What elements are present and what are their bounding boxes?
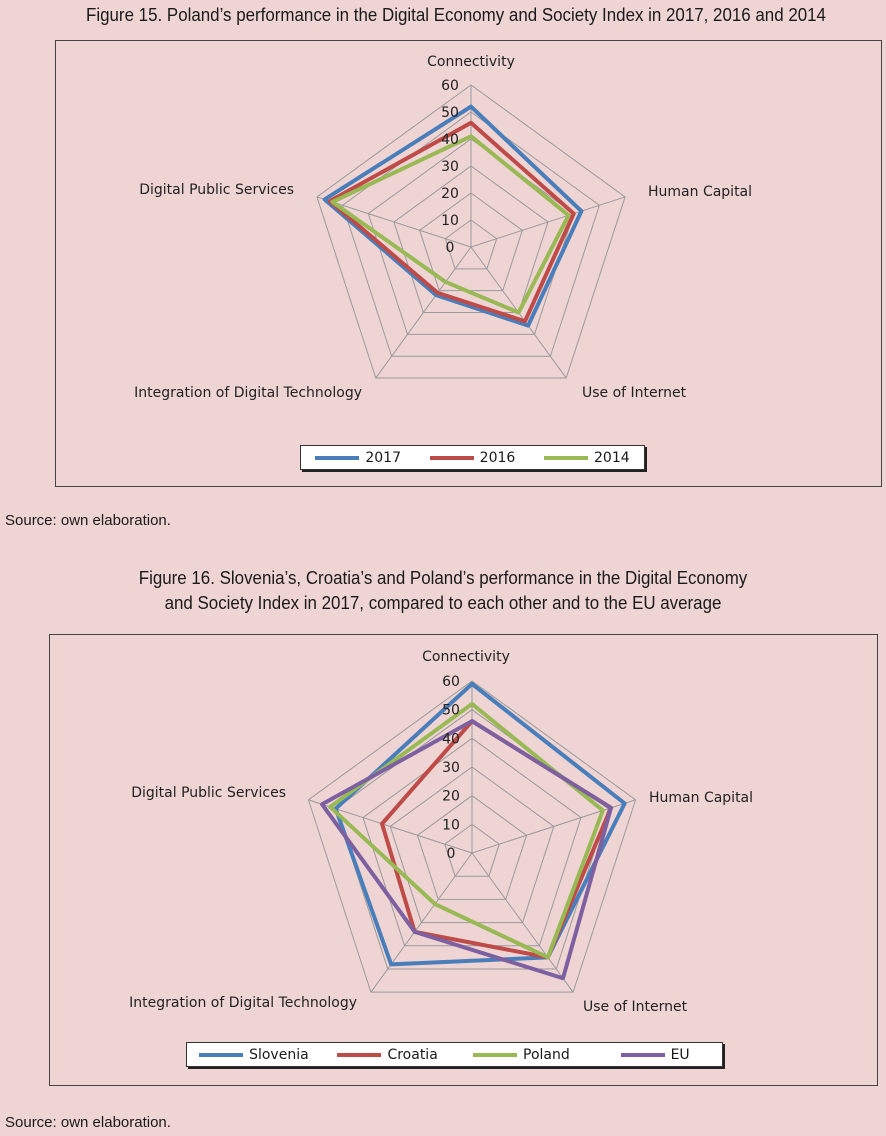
chart-2-legend-swatch [199,1053,243,1057]
chart-2-axis-label: Digital Public Services [131,785,286,801]
figure-15-source: Source: own elaboration. [5,512,171,529]
figure-16-title-line2: and Society Index in 2017, compared to each other and to the EU average [164,593,722,613]
chart-1-tick-label: 30 [441,159,459,175]
chart-2-tick-label: 40 [442,731,460,748]
chart-2-tick-label: 30 [442,760,460,776]
chart-1-axis-label: Human Capital [648,184,753,200]
chart-2-legend-label: Slovenia [249,1046,309,1063]
figure-16-title-line1: Figure 16. Slovenia’s, Croatia’s and Poland’s performance in the Digital Economy [138,568,748,588]
chart-1-tick-label: 20 [441,186,459,202]
chart-1-axis-label: Integration of Digital Technology [134,385,362,401]
figure-15-title: Figure 15. Poland’s performance in the Digital Economy and Society Index in 2017, 2016 and 2014 [86,5,826,25]
chart-1-tick-label: 10 [441,213,459,229]
chart-2-legend-item [588,1047,722,1063]
chart-2-axis-label: Connectivity [422,649,510,665]
chart-1-axis-label: Use of Internet [582,385,687,401]
chart-2-legend-label: Poland [523,1046,570,1063]
figure-16-source: Source: own elaboration. [5,1114,171,1131]
chart-2-tick-label: 0 [446,846,456,862]
chart-2-axis-label: Integration of Digital Technology [129,995,357,1011]
chart-1-legend-label: 2014 [594,449,630,466]
chart-2-tick-label: 10 [442,817,460,834]
chart-2-tick-label: 60 [442,674,460,690]
chart-2-legend-item [321,1047,455,1063]
chart-1-tick-label: 60 [441,78,459,94]
chart-1-tick-label: 50 [441,105,459,121]
chart-1-axis-label: Digital Public Services [139,182,294,198]
chart-2-axis-label: Human Capital [649,790,754,806]
chart-1-tick-label: 0 [445,240,455,256]
chart-2-legend [186,1042,723,1067]
chart-2-legend-swatch [337,1053,381,1057]
chart-2-legend-label: EU [670,1046,690,1063]
chart-2-legend-item [455,1047,589,1063]
chart-1-legend-label: 2016 [479,449,516,466]
chart-1-axis-label: Connectivity [427,54,515,70]
chart-2-legend-swatch [473,1053,517,1057]
chart-1-tick-label: 40 [441,132,459,148]
chart-2-legend-item [187,1047,321,1063]
chart-2-legend-label: Croatia [387,1046,438,1063]
chart-2-tick-label: 50 [442,702,460,719]
chart-2-axis-label: Use of Internet [583,999,688,1015]
chart-2-legend-swatch [621,1053,665,1057]
chart-1-legend-label: 2017 [365,449,401,466]
chart-2-tick-label: 20 [442,788,460,805]
